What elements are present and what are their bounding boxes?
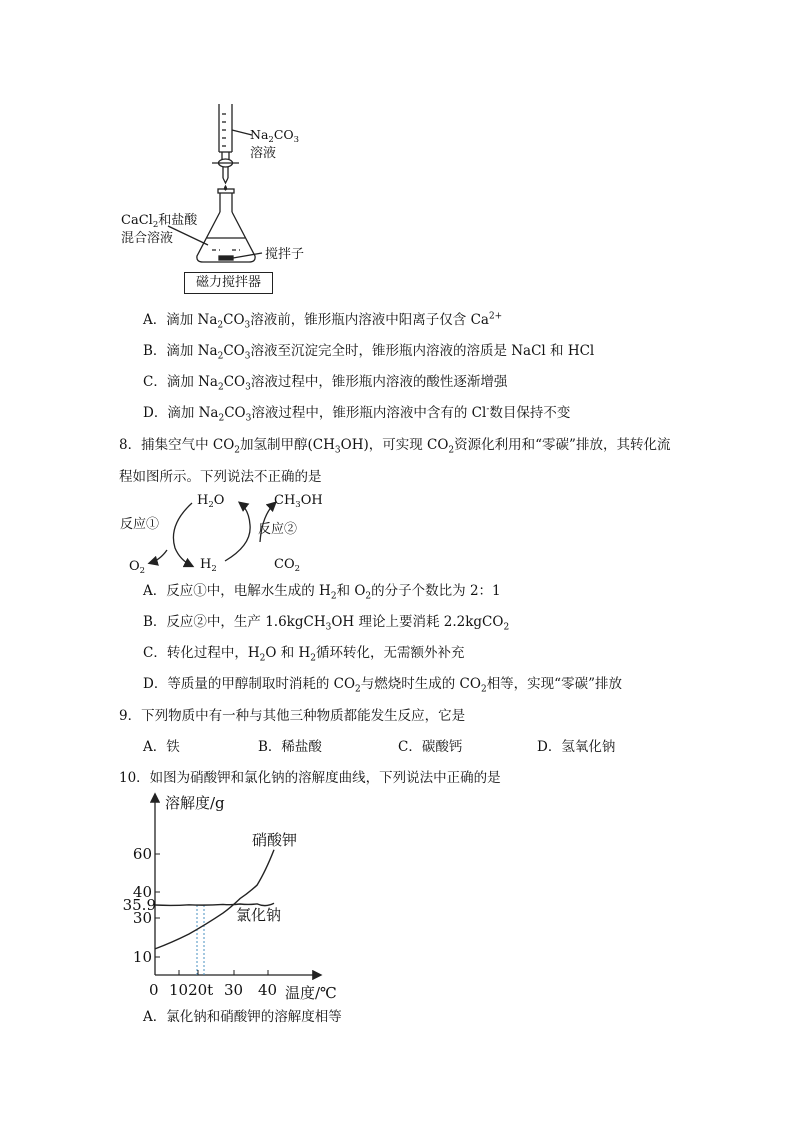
q9-option-c: C．碳酸钙: [398, 739, 463, 755]
y-tick-60: 60: [132, 845, 152, 863]
na2co3-label: $Na_2CO_3$: [250, 127, 300, 145]
x-tick-40: 40: [258, 981, 278, 999]
q9-option-d: D．氢氧化钠: [537, 739, 616, 755]
q8-option-a: A．反应①中，电解水生成的 $H_2$和 $O_2$的分子个数比为 2：1: [143, 583, 501, 602]
q9-option-a: A．铁: [143, 739, 180, 755]
q8-stem-line2: 程如图所示。下列说法不正确的是: [119, 469, 322, 485]
x-tick-0: 0: [149, 981, 159, 999]
nacl-label: 氯化钠: [236, 906, 282, 924]
q8-option-c: C．转化过程中，$H_2O$ 和 $H_2$循环转化，无需额外补充: [143, 645, 465, 664]
q7-option-a: A．滴加 $Na_2CO_3$溶液前，锥形瓶内溶液中阳离子仅含 $Ca^{2+}$: [143, 311, 503, 331]
reaction2-label: 反应②: [258, 522, 298, 537]
y-tick-30: 30: [132, 909, 152, 927]
q10-option-a: A．氯化钠和硝酸钾的溶解度相等: [143, 1009, 342, 1025]
flask-label: CaCl$_2$和盐酸: [121, 213, 198, 230]
flask-label-line2: 混合溶液: [121, 231, 174, 246]
q7-option-d: D．滴加 $Na_2CO_3$溶液过程中，锥形瓶内溶液中含有的 Cl-数目保持不变: [143, 404, 571, 424]
q8-option-d: D．等质量的甲醇制取时消耗的 $CO_2$与燃烧时生成的 $CO_2$相等，实现“零碳”排放: [143, 676, 622, 695]
h2o-label: $H_2O$: [197, 493, 225, 510]
reaction1-label: 反应①: [120, 517, 160, 532]
q9-stem: 9．下列物质中有一种与其他三种物质都能发生反应，它是: [119, 708, 466, 724]
ch3oh-label: $CH_3OH$: [274, 493, 323, 510]
q7-option-b: B．滴加 $Na_2CO_3$溶液至沉淀完全时，锥形瓶内溶液的溶质是 NaCl 和 HCl: [143, 343, 595, 362]
x-tick-10-20-t: 1020t: [169, 981, 214, 999]
y-tick-40: 40: [132, 883, 152, 901]
kno3-curve: [155, 850, 274, 949]
y-axis-label: 溶解度/g: [165, 794, 225, 812]
y-tick-10: 10: [132, 948, 152, 966]
x-tick-30: 30: [224, 981, 244, 999]
h2-label: $H_2$: [200, 557, 217, 574]
x-axis-label: 温度/℃: [285, 984, 337, 1002]
q7-option-c: C．滴加 $Na_2CO_3$溶液过程中，锥形瓶内溶液的酸性逐渐增强: [143, 374, 508, 393]
co2-label: $CO_2$: [274, 557, 301, 574]
o2-label: $O_2$: [129, 559, 146, 576]
q8-stem-line1: 8．捕集空气中 $CO_2$加氢制甲醇$(CH_3OH)$，可实现 $CO_2$资源化利用和“零碳”排放，其转化流: [119, 437, 671, 456]
magnetic-stirrer-box: 磁力搅拌器: [184, 272, 273, 294]
solution-label: 溶液: [250, 146, 277, 161]
kno3-label: 硝酸钾: [252, 831, 298, 849]
q9-option-b: B．稀盐酸: [258, 739, 322, 755]
q8-option-b: B．反应②中，生产 1.6kgCH$_3$OH 理论上要消耗 2.2kgCO$_2$: [143, 614, 510, 633]
stirrer-label: 搅拌子: [265, 247, 305, 262]
q10-stem: 10．如图为硝酸钾和氯化钠的溶解度曲线，下列说法中正确的是: [119, 770, 501, 786]
y-tick-35-9: 35.9: [122, 896, 156, 914]
